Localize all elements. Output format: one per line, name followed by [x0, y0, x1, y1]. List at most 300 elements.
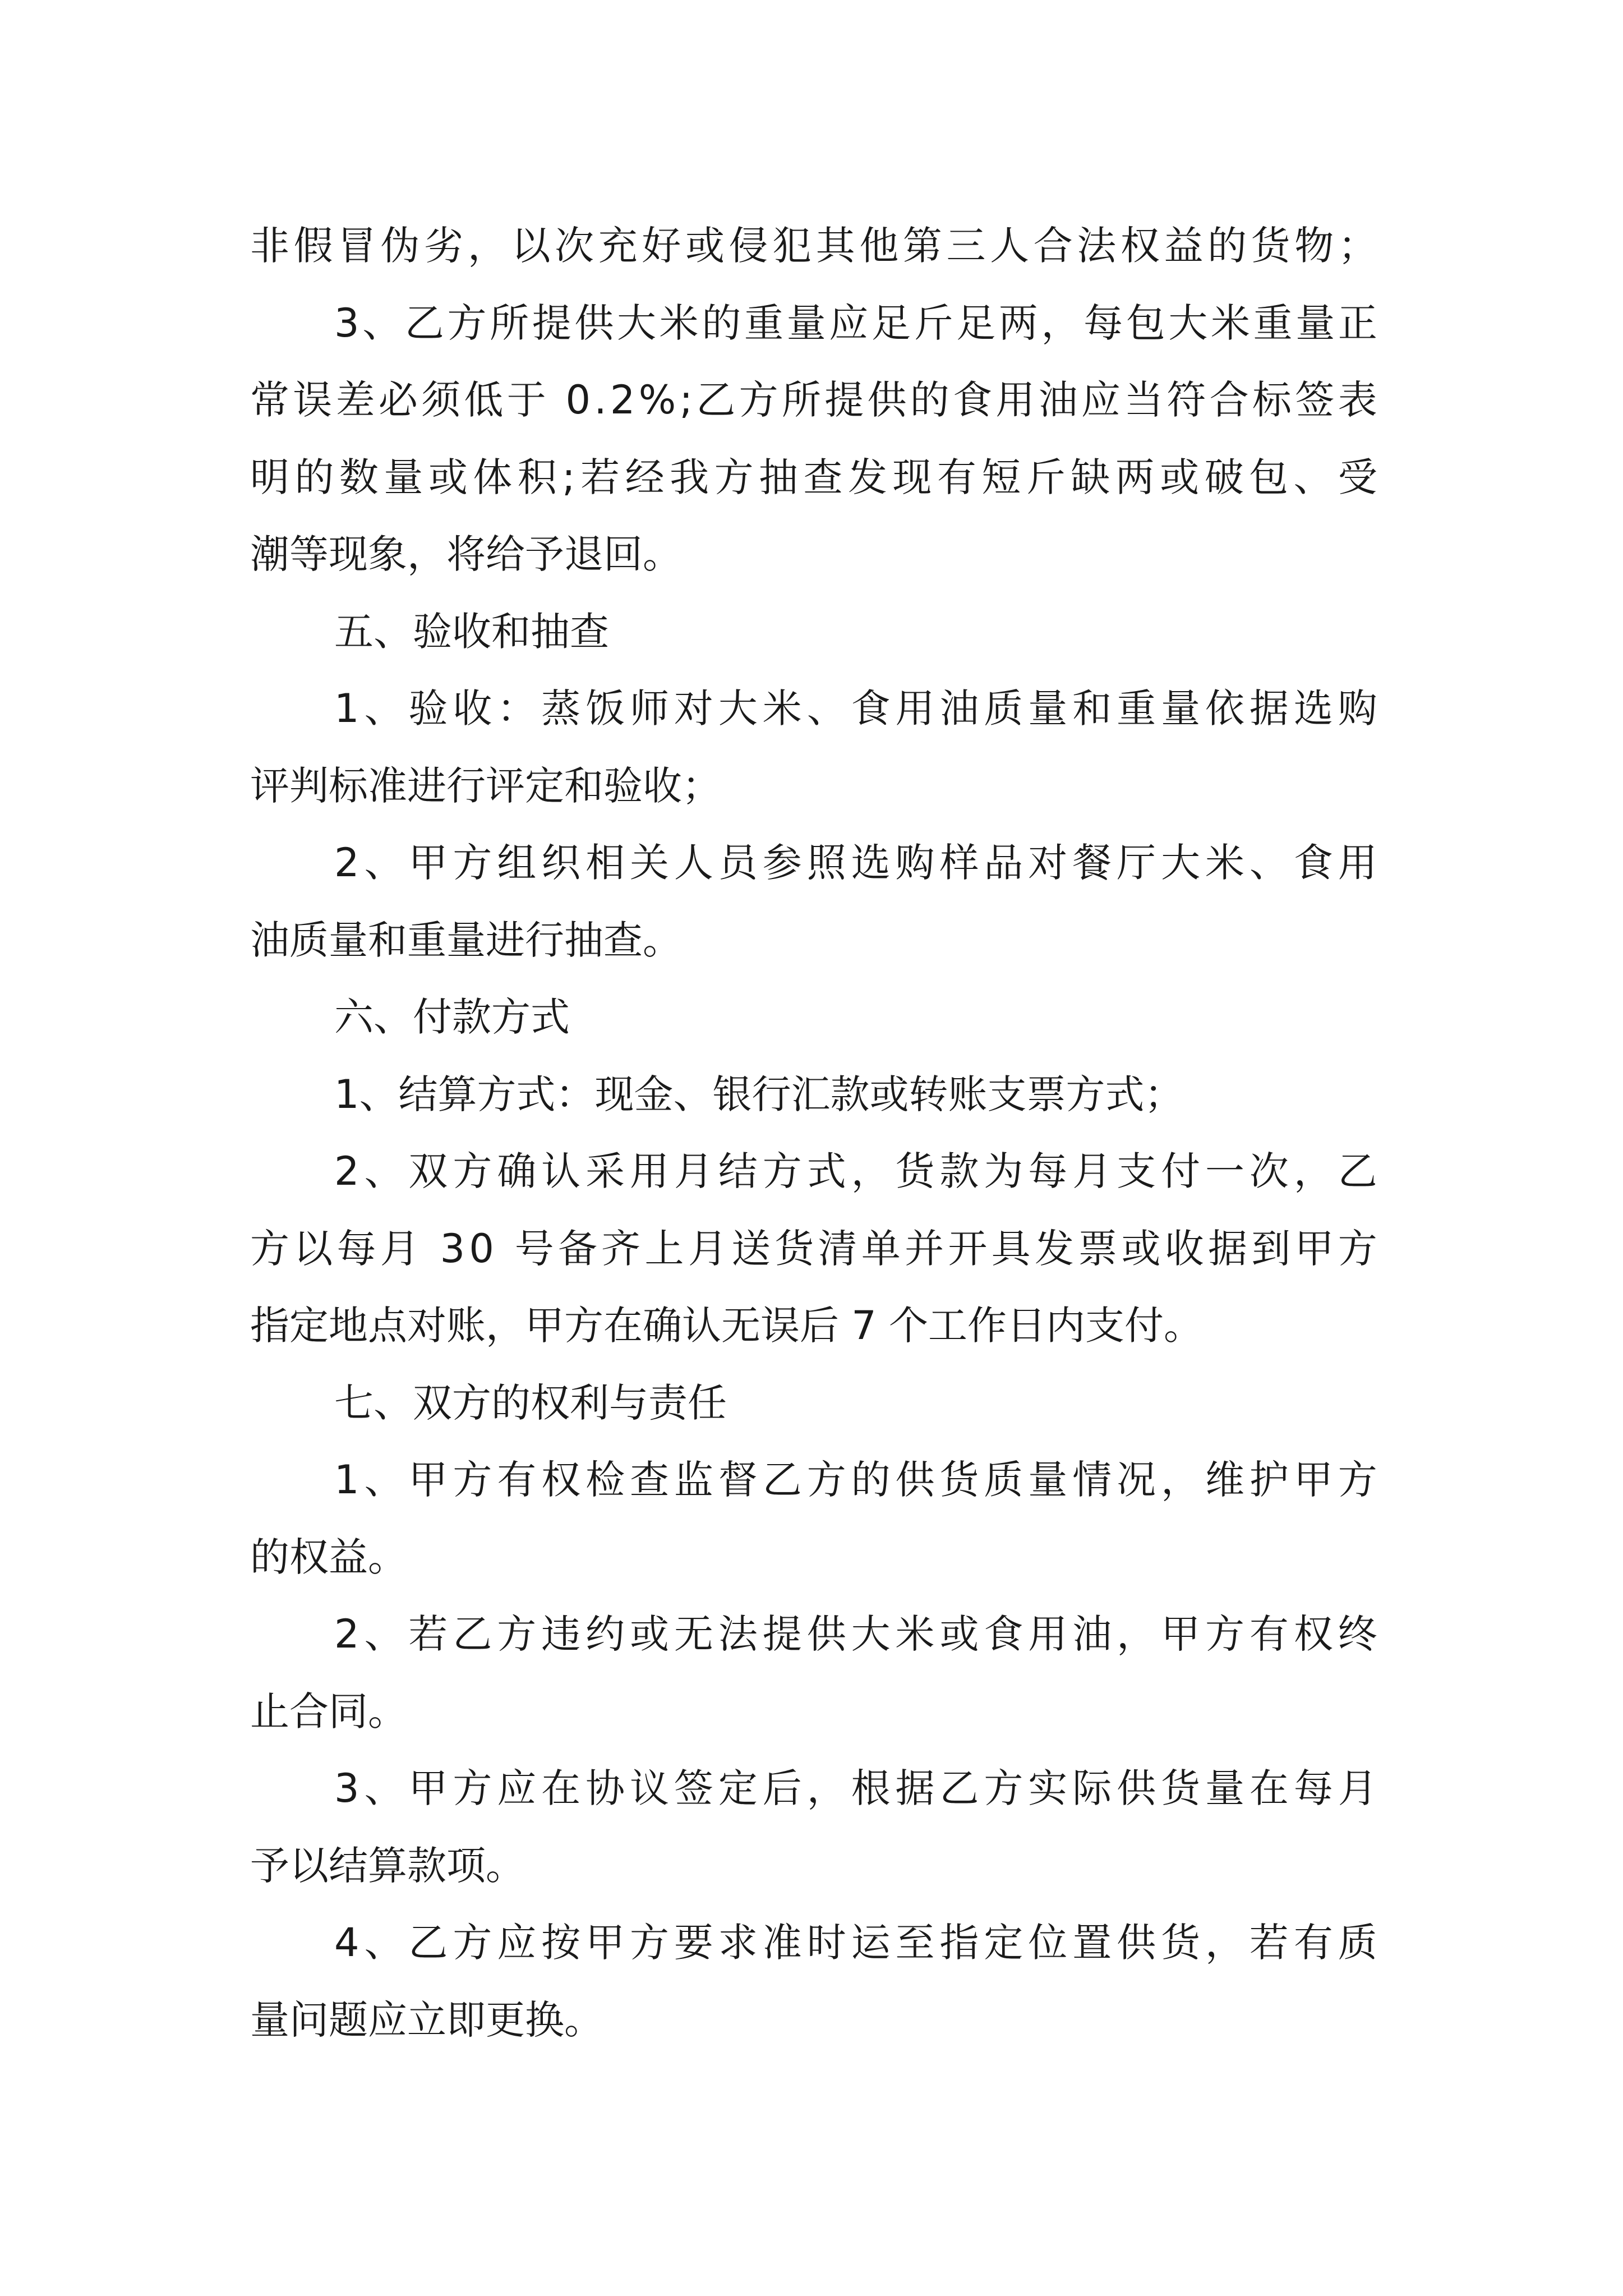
text-char: 月	[380, 1225, 419, 1272]
text-char: 米	[762, 685, 802, 731]
text-char: 正	[1338, 300, 1377, 346]
text-char: 方	[453, 1920, 492, 1966]
text-char: 低	[464, 377, 504, 423]
text-char: 、	[364, 840, 404, 886]
text-char: 、	[1249, 840, 1289, 886]
text-char: 清	[818, 1225, 857, 1272]
text-char: 货	[1161, 1765, 1201, 1811]
text-char: 大	[851, 1611, 891, 1657]
text-char: 以	[293, 1225, 333, 1272]
text-char: 食	[1293, 840, 1333, 886]
text-char: 3	[334, 300, 359, 346]
text-line	[250, 670, 1377, 748]
text-char: 0	[469, 1225, 494, 1272]
text-line	[250, 362, 1377, 439]
text-char: 具	[991, 1225, 1031, 1272]
text-char: ，	[1293, 1148, 1333, 1194]
text-char: 重	[1253, 300, 1293, 346]
text-char: 方	[453, 1765, 492, 1811]
text-char: 量	[786, 300, 826, 346]
text-char	[550, 362, 562, 439]
text-char: ；	[1338, 223, 1377, 269]
text-char: 甲	[585, 1920, 625, 1966]
text-char: 方	[739, 377, 778, 423]
text-char: 票	[1078, 1225, 1118, 1272]
text-char: 定	[984, 1920, 1023, 1966]
text-char: 米	[895, 1611, 935, 1657]
text-char: 供	[574, 300, 614, 346]
text-line	[250, 1596, 1377, 1673]
text-char: 假	[293, 223, 333, 269]
text-char: 指	[939, 1920, 979, 1966]
text-char: 物	[1294, 223, 1334, 269]
text-char: 餐	[1072, 840, 1112, 886]
text-char: 据	[895, 1765, 935, 1811]
text-char: 应	[497, 1765, 537, 1811]
text-char: 购	[895, 840, 935, 886]
text-char: 乙	[762, 1457, 802, 1503]
text-char: 他	[859, 223, 899, 269]
text-char: 受	[1338, 454, 1377, 500]
text-char: 第	[902, 223, 942, 269]
text-char: 月	[1338, 1765, 1377, 1811]
text-char: 包	[1249, 454, 1289, 500]
text-char: 检	[585, 1457, 625, 1503]
text-char: 师	[630, 685, 669, 731]
text-char: 其	[815, 223, 855, 269]
text-char: 短	[981, 454, 1021, 500]
text-char: 并	[905, 1225, 944, 1272]
text-char: 所	[781, 377, 821, 423]
text-char: 运	[851, 1920, 891, 1966]
text-char: .	[594, 377, 607, 423]
text-char: 非	[250, 223, 289, 269]
text-char: 3	[440, 1225, 465, 1272]
text-char: 方	[453, 1148, 492, 1194]
text-char: 乙	[1338, 1148, 1377, 1194]
text-char: 伪	[380, 223, 420, 269]
text-char: 或	[1160, 454, 1200, 500]
text-char: 1	[334, 1457, 359, 1503]
text-char: 大	[1161, 840, 1201, 886]
text-char: 护	[1249, 1457, 1289, 1503]
text-char: 大	[1168, 300, 1208, 346]
text-char: 供	[1117, 1765, 1156, 1811]
text-char: 结	[718, 1148, 758, 1194]
text-char: 人	[990, 223, 1030, 269]
text-char: 表	[1338, 377, 1377, 423]
text-char: 应	[497, 1920, 537, 1966]
text-char: 的	[910, 377, 949, 423]
text-line	[250, 1904, 1377, 1982]
text-char: 米	[1205, 840, 1244, 886]
text-char: 关	[630, 840, 669, 886]
text-char: 食	[953, 377, 993, 423]
text-char: ：	[497, 685, 537, 731]
text-char: 侵	[728, 223, 768, 269]
text-char: 符	[1166, 377, 1206, 423]
text-char: 收	[1164, 1225, 1204, 1272]
text-char: 议	[630, 1765, 669, 1811]
text-char: 乙	[939, 1765, 979, 1811]
text-char: 相	[585, 840, 625, 886]
text-char: 1	[334, 685, 359, 731]
text-char: 发	[1034, 1225, 1074, 1272]
text-char: 积	[517, 454, 557, 500]
text-char: 在	[541, 1765, 581, 1811]
text-char: 用	[1338, 840, 1377, 886]
text-char: 置	[1072, 1920, 1112, 1966]
text-char: 、	[806, 685, 846, 731]
text-char: 量	[1205, 1765, 1244, 1811]
text-char: 米	[659, 300, 699, 346]
text-char: 月	[688, 1225, 727, 1272]
text-char: 食	[984, 1611, 1023, 1657]
text-char: 供	[806, 1611, 846, 1657]
text-char: 要	[674, 1920, 713, 1966]
text-char: 经	[625, 454, 665, 500]
text-char: 若	[408, 1611, 448, 1657]
text-char: 须	[421, 377, 461, 423]
text-char: 方	[497, 1611, 537, 1657]
text-char: 确	[497, 1148, 537, 1194]
text-char: 监	[674, 1457, 713, 1503]
text-char: 甲	[1294, 1225, 1334, 1272]
text-line	[250, 439, 1377, 517]
text-char: 乙	[408, 1920, 448, 1966]
text-char: 查	[630, 1457, 669, 1503]
text-char: 于	[506, 377, 546, 423]
text-char: 有	[1249, 1611, 1289, 1657]
text-char: 权	[541, 1457, 581, 1503]
text-char: ;	[562, 454, 575, 500]
text-char: 、	[362, 300, 402, 346]
text-char: 付	[1161, 1148, 1201, 1194]
text-char: 供	[895, 1457, 935, 1503]
text-char: 方	[1205, 1611, 1244, 1657]
text-char: 破	[1204, 454, 1244, 500]
text-char: 必	[378, 377, 418, 423]
text-char: 甲	[1161, 1611, 1201, 1657]
text-char: 提	[532, 300, 571, 346]
text-char: 益	[1164, 223, 1204, 269]
text-char: 号	[514, 1225, 554, 1272]
text-char: 方	[453, 1457, 492, 1503]
text-char: 油	[1038, 377, 1078, 423]
text-char: ，	[1117, 1611, 1156, 1657]
text-char: 油	[1072, 1611, 1112, 1657]
text-char: 甲	[1293, 1457, 1333, 1503]
text-char: 以	[511, 223, 551, 269]
text-line	[250, 1442, 1377, 1519]
text-char: 签	[1295, 377, 1335, 423]
text-char: 无	[674, 1611, 713, 1657]
text-char: 两	[998, 300, 1038, 346]
text-char: 约	[585, 1611, 625, 1657]
text-line	[250, 1133, 1377, 1211]
text-char: ，	[1205, 1920, 1244, 1966]
text-char: 后	[762, 1765, 802, 1811]
text-char: 足	[956, 300, 996, 346]
text-char: 劣	[424, 223, 464, 269]
text-char: 准	[762, 1920, 802, 1966]
text-char: 法	[1077, 223, 1117, 269]
text-char: 缺	[1071, 454, 1110, 500]
text-line: 的权益。	[250, 1534, 407, 1580]
text-char: 甲	[408, 1765, 448, 1811]
text-char: 用	[1028, 1611, 1068, 1657]
text-char: 组	[497, 840, 537, 886]
text-char: 实	[1028, 1765, 1068, 1811]
text-char: 式	[806, 1148, 846, 1194]
text-char: 际	[1072, 1765, 1112, 1811]
text-char: 量	[1161, 685, 1201, 731]
text-char: 或	[1121, 1225, 1161, 1272]
text-char: 依	[1205, 685, 1244, 731]
text-char: 参	[762, 840, 802, 886]
text-char: 或	[428, 454, 468, 500]
text-char: 照	[806, 840, 846, 886]
text-line	[250, 1211, 1377, 1288]
text-char: 若	[580, 454, 620, 500]
text-char: 货	[939, 1457, 979, 1503]
text-char: 2	[610, 377, 635, 423]
text-char: 对	[1028, 840, 1068, 886]
text-char: 好	[642, 223, 681, 269]
text-line: 量问题应立即更换。	[250, 1996, 603, 2043]
text-char: 和	[1072, 685, 1112, 731]
text-char: 每	[336, 1225, 376, 1272]
text-char: 或	[685, 223, 725, 269]
text-char: 人	[674, 840, 713, 886]
text-char: 协	[585, 1765, 625, 1811]
text-char: 送	[731, 1225, 771, 1272]
text-char: 情	[1072, 1457, 1112, 1503]
text-char: 、	[1293, 454, 1333, 500]
text-char: 备	[558, 1225, 598, 1272]
text-char: 定	[718, 1765, 758, 1811]
text-char: %	[638, 377, 676, 423]
text-char: 的	[1207, 223, 1247, 269]
text-char: 抽	[759, 454, 799, 500]
text-char: 款	[939, 1148, 979, 1194]
text-line	[250, 825, 1377, 902]
text-char: 为	[984, 1148, 1023, 1194]
text-char: 验	[408, 685, 448, 731]
text-char: 方	[714, 454, 754, 500]
text-char: 三	[946, 223, 986, 269]
text-char: 收	[453, 685, 492, 731]
text-char: 月	[1072, 1148, 1112, 1194]
text-char: 合	[1033, 223, 1073, 269]
text-char: 、	[364, 1148, 404, 1194]
text-char: 甲	[408, 1457, 448, 1503]
text-char: 差	[335, 377, 375, 423]
text-char: 每	[1293, 1765, 1333, 1811]
text-char: 一	[1205, 1148, 1244, 1194]
text-char: 货	[1161, 1920, 1201, 1966]
text-line: 止合同。	[250, 1688, 407, 1734]
text-char: 应	[1081, 377, 1121, 423]
text-char: 若	[1249, 1920, 1289, 1966]
text-char: 次	[1249, 1148, 1289, 1194]
text-line: 潮等现象，将给予退回。	[250, 531, 682, 577]
text-char: 数	[339, 454, 379, 500]
text-char: 常	[250, 377, 289, 423]
text-char: 对	[674, 685, 713, 731]
text-char: 质	[984, 685, 1023, 731]
text-char: 双	[408, 1148, 448, 1194]
section-heading: 六、付款方式	[334, 994, 570, 1040]
text-char: 方	[630, 1920, 669, 1966]
text-char: 质	[1338, 1920, 1377, 1966]
text-char: 油	[939, 685, 979, 731]
text-char: 选	[1293, 685, 1333, 731]
text-char: 位	[1028, 1920, 1068, 1966]
text-char: 米	[1211, 300, 1250, 346]
text-char: 况	[1117, 1457, 1156, 1503]
text-char: 所	[490, 300, 529, 346]
text-char: 有	[937, 454, 976, 500]
text-char	[498, 1211, 510, 1288]
text-char: 供	[1117, 1920, 1156, 1966]
text-char: ，	[851, 1148, 891, 1194]
text-char	[423, 1211, 436, 1288]
text-char: 0	[565, 377, 591, 423]
text-char: 、	[364, 1765, 404, 1811]
text-char: 购	[1338, 685, 1377, 731]
text-char: ，	[467, 223, 507, 269]
text-char: 方	[806, 1457, 846, 1503]
text-char: 开	[948, 1225, 988, 1272]
text-char: 标	[1252, 377, 1292, 423]
text-char: 我	[670, 454, 709, 500]
text-char: 权	[1293, 1611, 1333, 1657]
text-char: 违	[541, 1611, 581, 1657]
text-char: 有	[497, 1457, 537, 1503]
text-char: 两	[1115, 454, 1155, 500]
text-char: 根	[851, 1765, 891, 1811]
text-char: 提	[762, 1611, 802, 1657]
text-line: 油质量和重量进行抽查。	[250, 917, 682, 963]
text-char: 供	[867, 377, 907, 423]
text-char: 厅	[1117, 840, 1156, 886]
text-char: 发	[847, 454, 887, 500]
text-char: 样	[939, 840, 979, 886]
text-char: 量	[384, 454, 423, 500]
text-char: 斤	[914, 300, 953, 346]
text-char: 或	[939, 1611, 979, 1657]
text-char: 、	[364, 1920, 404, 1966]
text-char: 采	[585, 1148, 625, 1194]
text-char: 的	[851, 1457, 891, 1503]
text-char: 到	[1251, 1225, 1291, 1272]
text-char: 品	[984, 840, 1023, 886]
text-char: 体	[473, 454, 513, 500]
text-char: 食	[851, 685, 891, 731]
text-char: 方	[984, 1765, 1023, 1811]
text-char: 方	[1338, 1457, 1377, 1503]
text-char: 终	[1338, 1611, 1377, 1657]
text-char: 质	[984, 1457, 1023, 1503]
text-char: 饭	[585, 685, 625, 731]
text-char: 次	[555, 223, 594, 269]
section-heading: 五、验收和抽查	[334, 608, 609, 655]
text-char: 据	[1208, 1225, 1247, 1272]
text-line: 1、结算方式：现金、银行汇款或转账支票方式；	[334, 1071, 1184, 1117]
text-char: 至	[895, 1920, 935, 1966]
text-char: 有	[1293, 1920, 1333, 1966]
text-char: 维	[1205, 1457, 1244, 1503]
text-char: 乙	[453, 1611, 492, 1657]
text-char: 时	[806, 1920, 846, 1966]
text-char: 查	[803, 454, 843, 500]
text-char: 方	[250, 1225, 289, 1272]
text-char: 齐	[601, 1225, 641, 1272]
text-char: 2	[334, 1611, 359, 1657]
text-char: 乙	[696, 377, 736, 423]
text-char: 认	[541, 1148, 581, 1194]
text-char: 法	[718, 1611, 758, 1657]
text-char: 充	[598, 223, 638, 269]
text-char: 明	[250, 454, 289, 500]
text-char: 求	[718, 1920, 758, 1966]
text-char: 方	[762, 1148, 802, 1194]
text-char: 重	[744, 300, 783, 346]
text-char: 的	[702, 300, 741, 346]
text-line: 指定地点对账，甲方在确认无误后 7 个工作日内支付。	[250, 1303, 1204, 1349]
text-char: 斤	[1026, 454, 1066, 500]
text-char: 按	[541, 1920, 581, 1966]
text-char: 方	[1338, 1225, 1377, 1272]
text-char: ，	[1161, 1457, 1201, 1503]
text-char: 量	[1028, 1457, 1068, 1503]
text-char: 乙	[404, 300, 444, 346]
section-heading: 七、双方的权利与责任	[334, 1379, 727, 1426]
text-char: 包	[1126, 300, 1165, 346]
text-char: 、	[364, 1457, 404, 1503]
text-char: 量	[1028, 685, 1068, 731]
text-char: 用	[630, 1148, 669, 1194]
text-char: 方	[453, 840, 492, 886]
text-char: 大	[718, 685, 758, 731]
text-char: 货	[895, 1148, 935, 1194]
text-char: 误	[293, 377, 333, 423]
text-char: 提	[824, 377, 864, 423]
text-char: 在	[1249, 1765, 1289, 1811]
text-char: 选	[851, 840, 891, 886]
text-char: 2	[334, 840, 359, 886]
text-char: 督	[718, 1457, 758, 1503]
text-char: 上	[644, 1225, 684, 1272]
text-char: 单	[861, 1225, 901, 1272]
text-char: 用	[995, 377, 1035, 423]
text-char: 、	[364, 1611, 404, 1657]
text-char: 货	[774, 1225, 814, 1272]
text-char: ，	[806, 1765, 846, 1811]
document-body	[250, 208, 1377, 2059]
text-char: 应	[829, 300, 869, 346]
text-line	[250, 1750, 1377, 1828]
text-char: 用	[895, 685, 935, 731]
text-char: 方	[447, 300, 487, 346]
text-char: 足	[871, 300, 911, 346]
text-char: 据	[1249, 685, 1289, 731]
text-char: ;	[679, 377, 693, 423]
text-char: 合	[1209, 377, 1249, 423]
text-line: 予以结算款项。	[250, 1842, 525, 1889]
text-char: 、	[364, 685, 404, 731]
